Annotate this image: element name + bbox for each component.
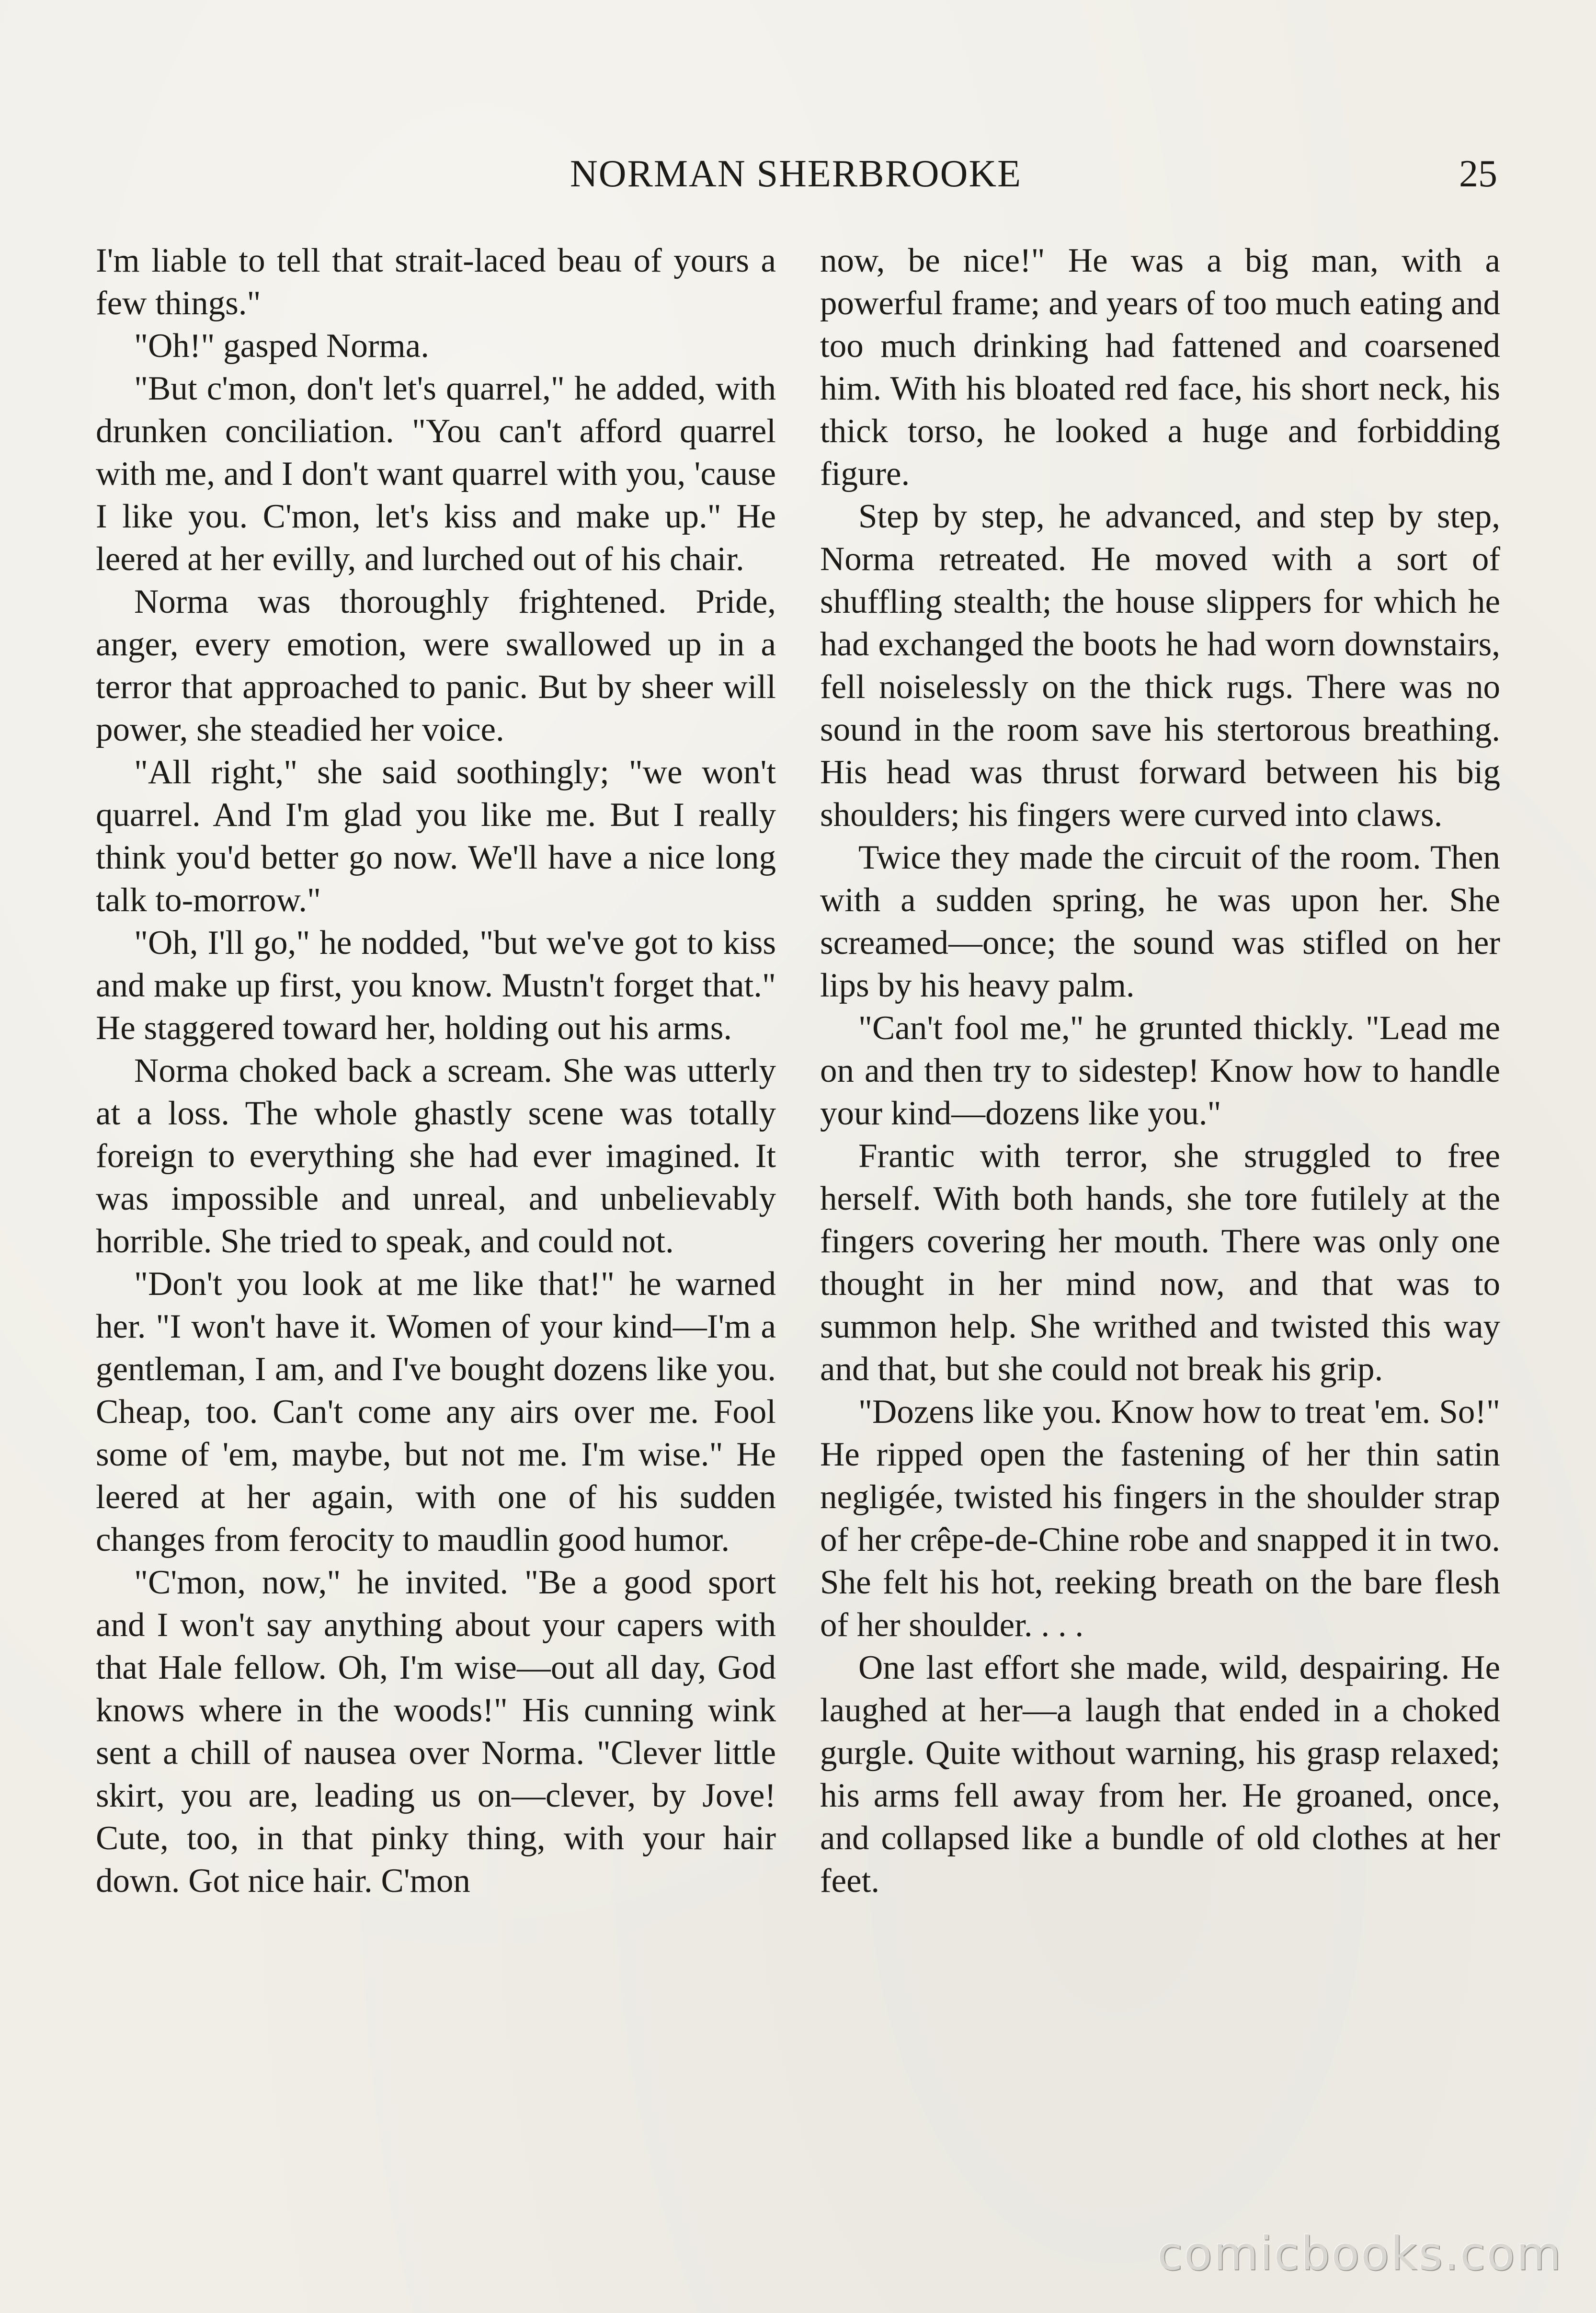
paragraph: Frantic with terror, she struggled to free herself. With both hands, she tore futilely at the fingers covering her mouth. There was only one thought in her mind now, and that was to summon help. She writhed and twisted this way and that, but she could not break his grip. [820, 1137, 1500, 1388]
page-number: 25 [1459, 153, 1497, 195]
paragraph: "Oh, I'll go," he nodded, "but we've got to kiss and make up first, you know. Mustn't forget that." He staggered toward her, holding out his arms. [96, 924, 776, 1047]
paragraph: "All right," she said soothingly; "we won't quarrel. And I'm glad you like me. But I really think you'd better go now. We'll have a nice long talk to-morrow." [96, 754, 776, 919]
paragraph: "Oh!" gasped Norma. [134, 327, 429, 365]
paragraph: "Don't you look at me like that!" he warned her. "I won't have it. Women of your kind—I'm a gentleman, I am, and I've bought dozens like you. Cheap, too. Can't come any airs over me. Fool some of 'em, maybe, but not me. I'm wise." He leered at her again, with one of his sudden changes from ferocity to maudlin good humor. [96, 1265, 776, 1558]
right-column [820, 240, 1500, 1902]
paragraph: Norma was thoroughly frightened. Pride, anger, every emotion, were swallowed up in a terror that approached to panic. But by sheer will power, she steadied her voice. [96, 583, 776, 748]
paragraph: One last effort she made, wild, despairing. He laughed at her—a laugh that ended in a choked gurgle. Quite without warning, his grasp relaxed; his arms fell away from her. He groaned, once, and collapsed like a bundle of old clothes at her feet. [820, 1649, 1500, 1900]
left-column [96, 240, 776, 1902]
running-title: NORMAN SHERBROOKE [570, 153, 1022, 195]
paragraph: Step by step, he advanced, and step by step, Norma retreated. He moved with a sort of shuffling stealth; the house slippers for which he had exchanged the boots he had worn downstairs, fell noiselessly on the thick rugs. There was no sound in the room save his stertorous breathing. His head was thrust forward between his big shoulders; his fingers were curved into claws. [820, 498, 1500, 834]
paragraph: "Dozens like you. Know how to treat 'em. So!" He ripped open the fastening of her thin satin negligée, twisted his fingers in the shoulder strap of her crêpe-de-Chine robe and snapped it in two. She felt his hot, reeking breath on the bare flesh of her shoulder. . . . [820, 1393, 1500, 1644]
paragraph: I'm liable to tell that strait-laced beau of yours a few things." [96, 242, 776, 322]
paragraph: now, be nice!" He was a big man, with a powerful frame; and years of too much eating and too much drinking had fattened and coarsened him. With his bloated red face, his short neck, his thick torso, he looked a huge and forbidding figure. [820, 242, 1500, 492]
paragraph: "But c'mon, don't let's quarrel," he added, with drunken conciliation. "You can't afford quarrel with me, and I don't want quarrel with you, 'cause I like you. C'mon, let's kiss and make up." He leered at her evilly, and lurched out of his chair. [96, 370, 776, 578]
paragraph: Twice they made the circuit of the room. Then with a sudden spring, he was upon her. She screamed—once; the sound was stifled on her lips by his heavy palm. [820, 839, 1500, 1004]
paragraph: "C'mon, now," he invited. "Be a good sport and I won't say anything about your capers with that Hale fellow. Oh, I'm wise—out all day, God knows where in the woods!" His cunning wink sent a chill of nausea over Norma. "Clever little skirt, you are, leading us on—clever, by Jove! Cute, too, in that pinky thing, with your hair down. Got nice hair. C'mon [96, 1564, 776, 1900]
site-watermark: comicbooks.com [1157, 2227, 1562, 2280]
paragraph: Norma choked back a scream. She was utterly at a loss. The whole ghastly scene was totally foreign to everything she had ever imagined. It was impossible and unreal, and unbelievably horrible. She tried to speak, and could not. [96, 1052, 776, 1260]
paragraph: "Can't fool me," he grunted thickly. "Lead me on and then try to sidestep! Know how to handle your kind—dozens like you." [820, 1009, 1500, 1132]
